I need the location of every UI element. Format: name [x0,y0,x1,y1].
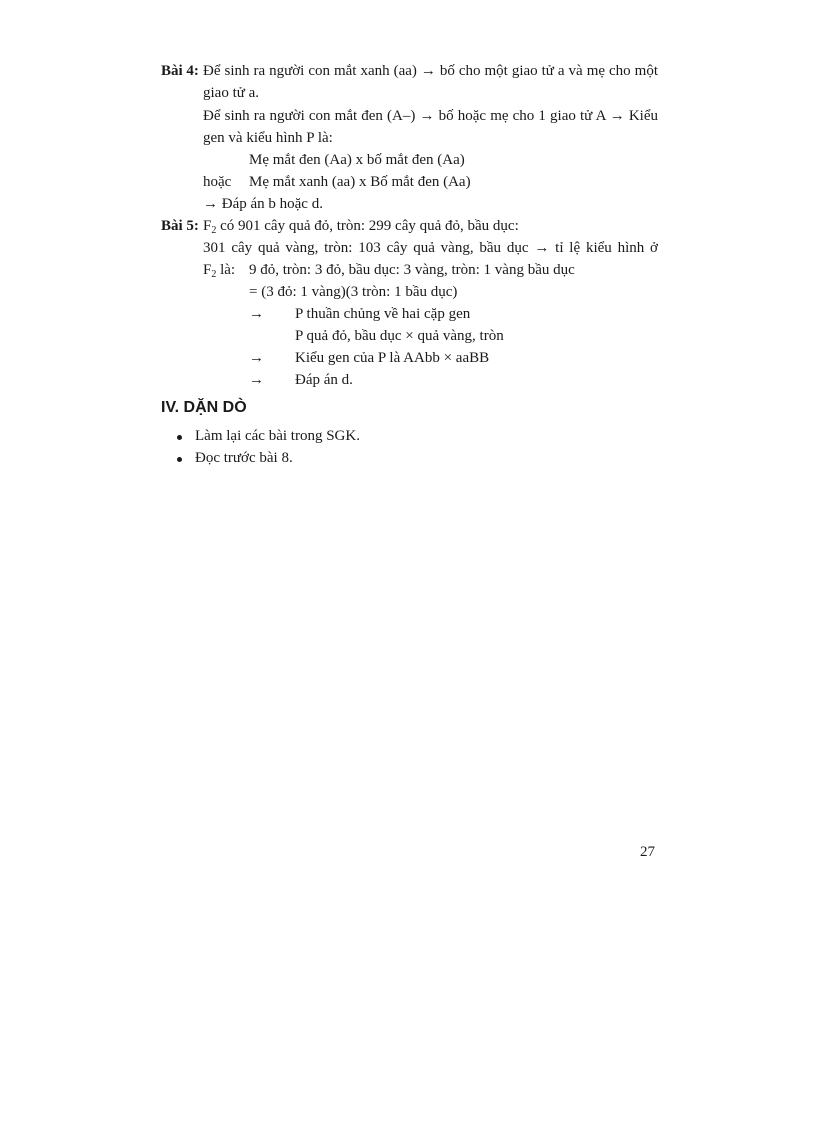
bai4-line7: → Đáp án b hoặc d. [203,196,323,212]
bai5-line6: P quả đỏ, bầu dục × quả vàng, tròn [295,328,504,344]
bai4-line3: Để sinh ra người con mắt đen (A–) → bố hoặc mẹ cho 1 giao tử A → Kiểu [203,108,658,124]
bai5-line3-sub: 2 [211,269,217,280]
bai4-line6: Mẹ mắt xanh (aa) x Bố mắt đen (Aa) [249,174,471,190]
bullet-icon [177,435,182,440]
bai4-line4: gen và kiểu hình P là: [203,130,333,146]
bai5-line7: Kiểu gen của P là AAbb × aaBB [295,350,490,366]
list-item: Đọc trước bài 8. [195,450,293,466]
page-number: 27 [640,844,655,860]
bai5-line1 [203,217,519,235]
bai4-line2: giao tử a. [203,85,260,101]
arrow-1: → [249,306,264,322]
arrow-3: → [249,372,264,388]
bai5-line3-ratio: 9 đỏ, tròn: 3 đỏ, bầu dục: 3 vàng, tròn: 1 vàng bầu dục [249,262,575,278]
bai5-line1-text: có 901 cây quả đỏ, tròn: 299 cây quả đỏ, bầu dục: [216,218,519,234]
bai5-line8: Đáp án d. [295,372,353,388]
list-item: Làm lại các bài trong SGK. [195,428,360,444]
bai5-line1-sub: 2 [211,225,217,236]
bai5-line3-lead [203,261,235,279]
bai5-line5: P thuần chủng về hai cặp gen [295,306,471,322]
bullet-icon [177,457,182,462]
bai4-label: Bài 4: [161,63,199,79]
bai5-line2: 301 cây quả vàng, tròn: 103 cây quả vàng, bầu dục → tỉ lệ kiểu hình ở [203,240,658,256]
bai5-line3-f: F [203,262,212,278]
arrow-2: → [249,350,264,366]
bai4-line1: Để sinh ra người con mắt xanh (aa) → bố cho một giao tử a và mẹ cho một [203,63,658,79]
section-heading: IV. DẶN DÒ [161,399,247,416]
bai5-label: Bài 5: [161,218,199,234]
bai5-line3-text: là: [216,262,236,278]
bai4-hoac: hoặc [203,174,232,190]
bai5-line1-f: F [203,218,212,234]
bai4-line5: Mẹ mắt đen (Aa) x bố mắt đen (Aa) [249,152,465,168]
bai5-line4: = (3 đỏ: 1 vàng)(3 tròn: 1 bầu dục) [249,284,458,300]
